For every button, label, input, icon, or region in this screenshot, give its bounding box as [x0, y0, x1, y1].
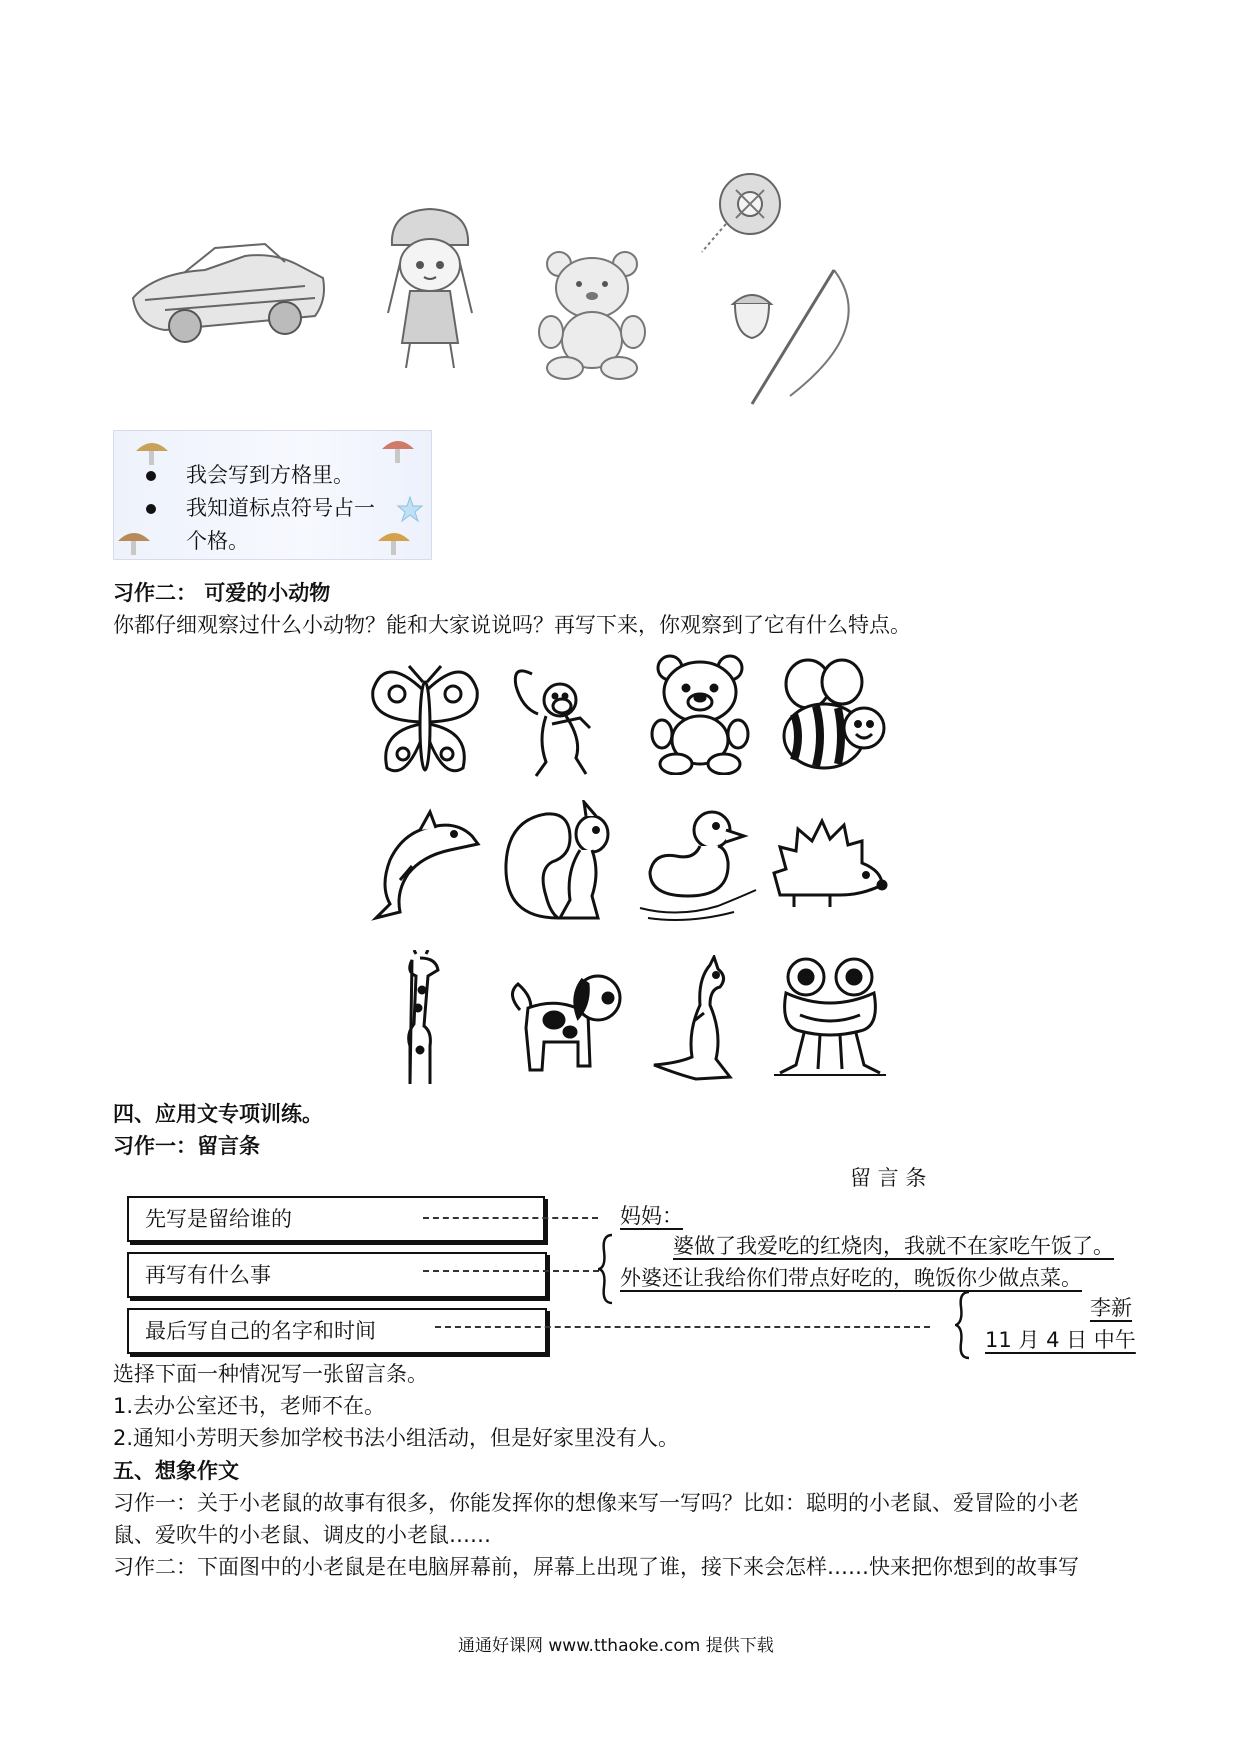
dog-icon [500, 958, 620, 1083]
toy-car-icon [125, 238, 330, 353]
paragraph: 习作二：下面图中的小老鼠是在电脑屏幕前，屏幕上出现了谁，接下来会怎样……快来把你想到的故事写 [113, 1555, 1079, 1579]
option-item: 1.去办公室还书，老师不在。 [113, 1394, 386, 1418]
star-icon [396, 495, 424, 523]
giraffe-icon [380, 950, 500, 1075]
squirrel-icon [500, 800, 620, 925]
step-box: 再写有什么事 [127, 1252, 547, 1298]
section-prompt: 你都仔细观察过什么小动物？能和大家说说吗？再写下来，你观察到了它有什么特点。 [113, 613, 911, 637]
note-greeting: 妈妈： [620, 1204, 683, 1228]
connector-line [423, 1270, 599, 1272]
note-line: 外婆还让我给你们带点好吃的，晚饭你少做点菜。 [620, 1266, 1082, 1290]
footer: 通通好课网 www.tthaoke.com 提供下载 [458, 1636, 774, 1656]
connector-line [435, 1326, 930, 1328]
frog-icon [770, 955, 890, 1080]
bee-icon [772, 656, 892, 781]
tips-card [113, 430, 432, 560]
bullet-dot [146, 504, 156, 514]
yoyo-icon [700, 168, 790, 258]
brace-icon [598, 1233, 614, 1305]
brace-icon [955, 1290, 971, 1360]
note-time: 11 月 4 日 中午 [985, 1328, 1136, 1352]
tip-item: 个格。 [186, 529, 249, 553]
paragraph: 鼠、爱吹牛的小老鼠、调皮的小老鼠…… [113, 1523, 491, 1547]
section-heading: 四、应用文专项训练。 [113, 1102, 323, 1126]
bullet-dot [146, 471, 156, 481]
teddy-bear-icon [537, 250, 647, 380]
section-heading: 习作二： 可爱的小动物 [113, 581, 331, 605]
mushroom-icon [116, 527, 152, 557]
bow-icon [750, 268, 870, 408]
sub-heading: 习作一：留言条 [113, 1134, 260, 1158]
instruction: 选择下面一种情况写一张留言条。 [113, 1362, 428, 1386]
tip-item: 我知道标点符号占一 [186, 496, 375, 520]
note-title: 留 言 条 [850, 1166, 927, 1190]
step-box: 先写是留给谁的 [127, 1196, 545, 1242]
mushroom-icon [380, 435, 416, 465]
section-heading: 五、想象作文 [113, 1459, 239, 1483]
mushroom-icon [134, 437, 170, 467]
step-box: 最后写自己的名字和时间 [127, 1308, 547, 1354]
dolphin-icon [360, 800, 480, 925]
tip-item: 我会写到方格里。 [186, 463, 354, 487]
monkey-icon [502, 658, 622, 783]
connector-line [423, 1217, 598, 1219]
duck-icon [638, 800, 758, 925]
option-item: 2.通知小芳明天参加学校书法小组活动，但是好家里没有人。 [113, 1426, 680, 1450]
bear-icon [640, 650, 760, 775]
butterfly-icon [365, 660, 485, 785]
note-line: 婆做了我爱吃的红烧肉，我就不在家吃午饭了。 [673, 1234, 1114, 1258]
kangaroo-icon [640, 955, 760, 1080]
hedgehog-icon [770, 815, 890, 940]
note-name: 李新 [1090, 1296, 1132, 1320]
doll-icon [380, 203, 480, 373]
mushroom-icon [376, 527, 412, 557]
paragraph: 习作一：关于小老鼠的故事有很多，你能发挥你的想像来写一写吗？比如：聪明的小老鼠、爱冒险的小老 [113, 1491, 1079, 1515]
